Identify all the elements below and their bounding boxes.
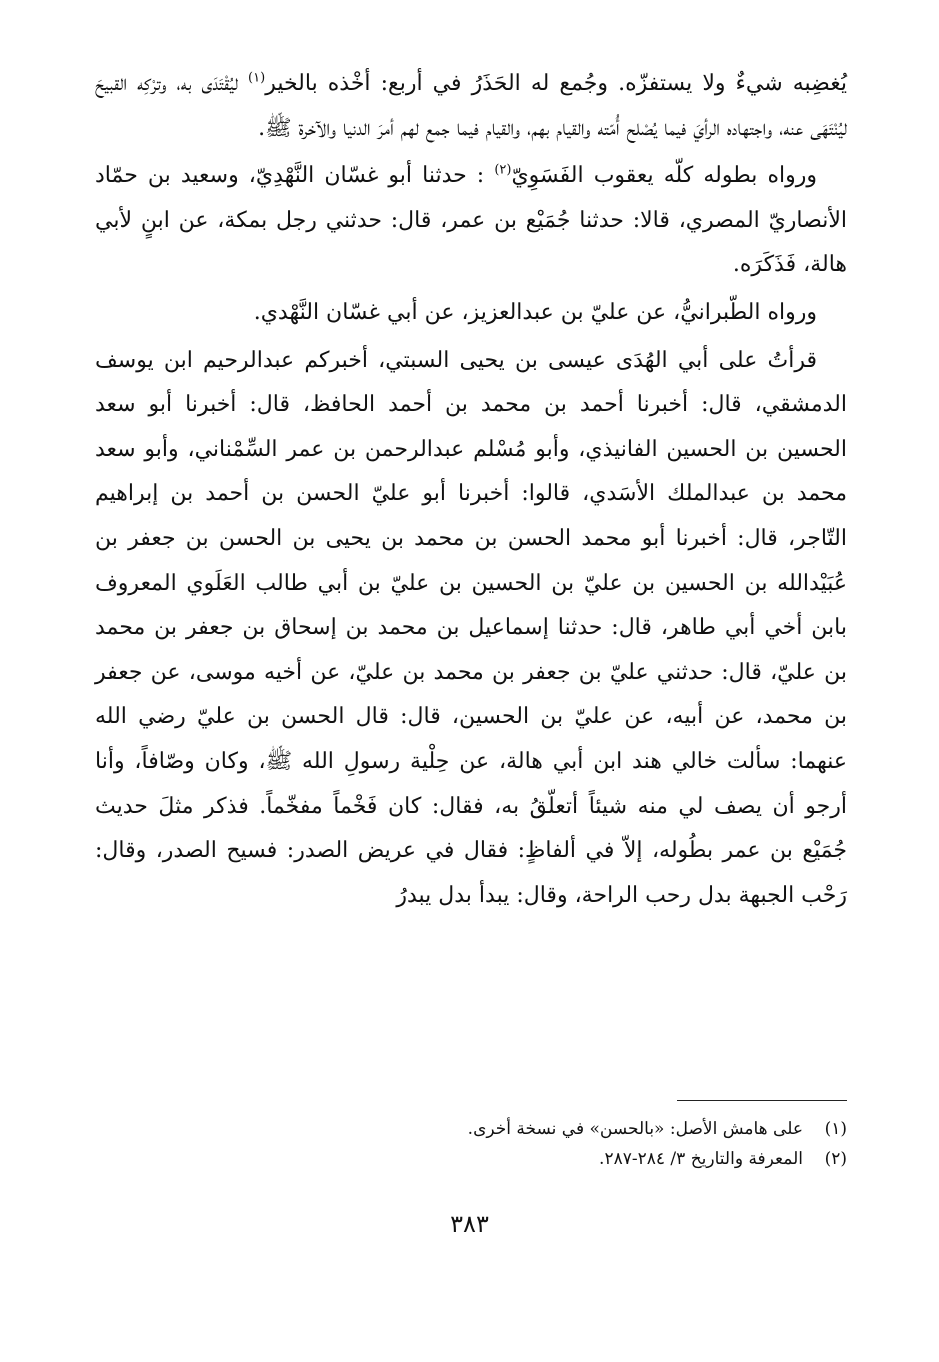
footnote-separator	[677, 1100, 847, 1101]
paragraph-1-line-1: يُغضِبه شيءٌ ولا يستفزّه. وجُمع له الحَذَرُ في أربع: أخْذه بالخير	[265, 71, 847, 96]
paragraph-1-line-2: ليُقْتَدَى به، وترْكِه القبيحَ ليُنْتَهَى عنه، واجتهاده الرأيَ فيما يُصْلح أُمّته	[95, 71, 847, 141]
paragraph-4: قرأتُ على أبي الهُدَى عيسى بن يحيى السبتي، أخبركم عبدالرحيم ابن يوسف الدمشقي، قال: أخبرنا أحمد بن محمد بن أحمد الحافظ، قال: أخبرنا أبو سعد الحسين بن الحسين الفانيذي، وأبو مُسْلم عبدالرحمن بن عمر السِّمْناني، وأبو سعد محمد بن عبدالملك الأسَدي، قالوا: أخبرنا أبو عليّ الحسن بن أحمد بن إبراهيم التّاجر، قال: أخبرنا أبو محمد الحسن بن محمد بن يحيى بن الحسن بن جعفر بن عُبَيْدالله بن الحسين بن عليّ بن الحسين بن عليّ بن أبي طالب العَلَوي المعروف بابن أخي أبي طاهر، قال: حدثنا إسماعيل بن محمد بن إسحاق بن جعفر بن محمد بن عليّ، قال: حدثني عليّ بن جعفر بن محمد بن عليّ، عن أخيه موسى، عن جعفر بن محمد، عن أبيه، عن عليّ بن الحسين، قال: قال الحسن بن عليّ رضي الله عنهما: سألت خالي هند ابن أبي هالة، عن حِلْية رسولِ الله ﷺ، وكان وصّافاً، وأنا أرجو أن يصف لي منه شيئاً أتعلّقُ به، فقال: كان فَخْماً مفخّماً. فذكر مثلَ حديث جُمَيْع بن عمر بطُوله، إلاّ في ألفاظٍ: فقال في عريض الصدر: فسيح الصدر، وقال: رَحْب الجبهة بدل رحب الراحة، وقال: يبدأ بدل يبدرُ	[95, 347, 847, 908]
paragraph-2	[95, 154, 847, 288]
paragraph-1	[95, 62, 847, 151]
footnote-1	[95, 1114, 847, 1144]
footnote-2	[95, 1144, 847, 1174]
page-number: ٣٨٣	[450, 1210, 489, 1238]
paragraph-3: ورواه الطّبرانيُّ، عن عليّ بن عبدالعزيز، عن أبي غسّان النَّهْدي.	[253, 299, 817, 325]
footnote-1-text: على هامش الأصل: «بالحسن» في نسخة أخرى.	[467, 1119, 803, 1139]
footnote-marker-2: (٢)	[494, 162, 512, 178]
footnotes	[95, 1114, 847, 1174]
paragraph-1-line-3: والقيام بهم، والقيام فيما جمع لهم أمرَ الدنيا والآخرة ﷺ.	[258, 115, 591, 141]
footnote-2-text: المعرفة والتاريخ ٣/ ٢٨٤-٢٨٧.	[599, 1149, 803, 1169]
main-text	[95, 62, 847, 921]
paragraph-2-part-1: ورواه بطوله كلّه يعقوب الفَسَوِيّ	[511, 163, 817, 189]
footnote-marker-1: (١)	[248, 70, 266, 86]
footnote-2-number: (٢)	[824, 1149, 847, 1169]
footnote-1-number: (١)	[824, 1119, 847, 1139]
paragraph-2-part-2: : حدثنا أبو غسّان النَّهْدِيّ، وسعيد بن حمّاد الأنصاريّ المصري، قالا: حدثنا جُمَيْع بن عمر، قال: حدثني رجل بمكة، عن ابنٍ لأبي هالة، فَذَكَرَه.	[95, 163, 847, 278]
